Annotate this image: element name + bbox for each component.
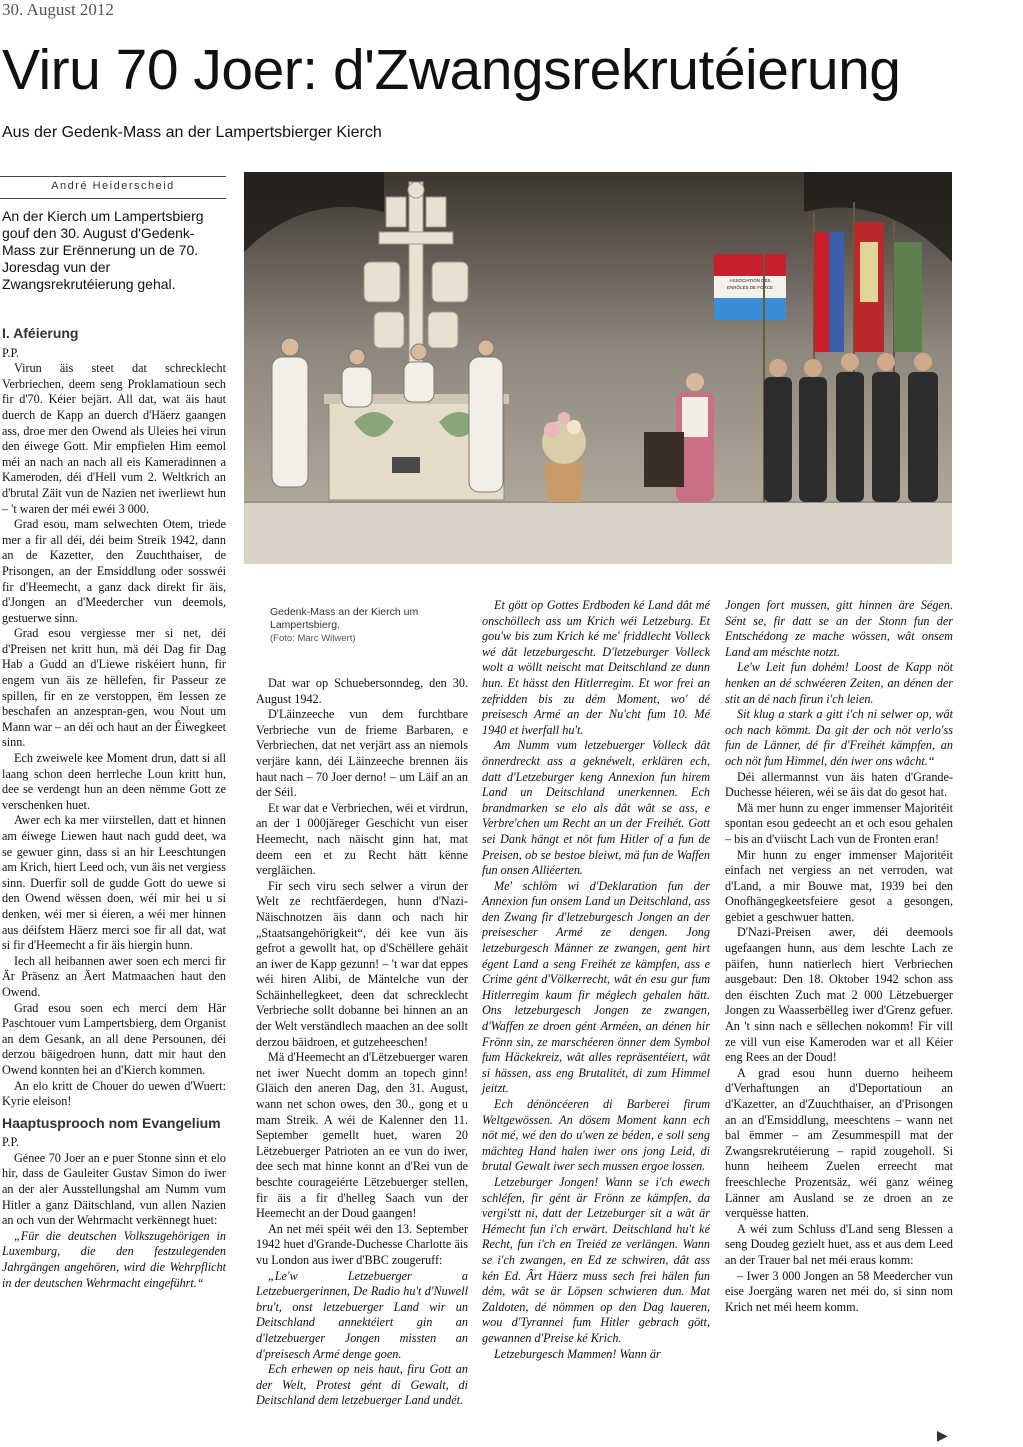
paragraph: An elo kritt de Chouer do uewen d'Wuert: Kyrie eleison! — [2, 1078, 226, 1109]
lead-paragraph: An der Kierch um Lampertsbierg gouf den 30. August d'Gedenk-Mass zur Erënnerung un de 70. Joresdag vun der Zwangsrekrutéierung gehal. — [2, 208, 204, 292]
quote-paragraph: Letzeburger Jongen! Wann se i'ch ewech schléfen, fir gént är Frönn ze kämpfen, da vergi'stt ni, datt der Letzeburger sit a wât är Hémecht fun i'ch erwärt. Deitschland hu't ké Recht, fun i'ch en Treiéd ze verlängen. Wann se i'ch zwangen, en Ed ze schwiren, dât ass kén Ed. Ârt Häerz muss sech frei hälen fun dém, wât se är Löpsen schwieren dun. Mat Zaldoten, dé nömmen op den Dag laueren, wou d'Tyrannei fum Hitler gebrach gött, gewannen d'Preise ké Krich. — [482, 1174, 710, 1345]
photo-credit: (Foto: Marc Wilwert) — [270, 633, 356, 644]
paragraph: An net méi spéit wéi den 13. September 1942 huet d'Grande-Duchesse Charlotte äis vu London aus iwer d'BBC zougeruff: — [256, 1221, 468, 1267]
byline: André Heiderscheid — [51, 180, 175, 192]
banner-text: ASSOCIATION DES — [729, 278, 771, 283]
church-mass-photo — [244, 172, 952, 564]
paragraph: Mir hunn zu enger immenser Majoritéit einfach net vergiess an net verroden, wat d'Land, a mir Bouwe mat, 1939 bei den Onofhängegkeetsfeiere gesot a gesongen, gebiet a geschwuer hatten. — [725, 847, 953, 924]
paragraph: Mä d'Heemecht an d'Lëtzebuerger waren net iwer Nuecht domm an topech ginn! Gläich den aneren Dag, den 31. August, wann net schon owes, den 30., gong et u mam Streik. A wéi de Kalenner den 11. September gemellt huet, waren 20 Lëtzebuerger Patrioten an ee vun do iwer, dee sech mat hinne konnt an d'Rei vun de beschte courageiérte Lëtzebuerger stellen, fir äis a fir d'helleg Saach vun der Heemecht an der Doud gaangen! — [256, 1050, 468, 1221]
byline-rule-bottom — [0, 198, 226, 199]
initials: P.P. — [2, 345, 19, 360]
headline: Viru 70 Joer: d'Zwangsrekrutéierung — [2, 38, 901, 102]
paragraph: Dat war op Schuebersonndeg, den 30. August 1942. — [256, 676, 468, 706]
paragraph: Virun äis steet dat schrecklecht Verbriechen, deem seng Proklamatioun sech fir d'70. Kéier bejärt. All dat, wat äis haut duerch de Kapp an duerch d'Häerz gaangen ass, droe mer den Owend als Uleies hei virun den éiwege Gott. Mir empfielen Him eemol méi an nach an nach all eis Kameradinnen a Kameroden, déi d'Hell vum 2. Weltkrich an d'brutal Zäit vun de Nazien net iwerliewt hun – 't waren der méi ewéi 3 000. — [2, 361, 226, 516]
paragraph: Grad esou soen ech merci dem Här Paschtouer vum Lampertsbierg, dem Organist an dem Gesank, an all dene Persounen, déi derzou bäigedroen hunn, datt mir haut den Owend konnten hei an d'Kierch kommen. — [2, 1000, 226, 1077]
paragraph: Fir sech viru sech selwer a virun der Welt ze rechtfäerdegen, hunn d'Nazi-Näischnotzen äis dann och nach hir „Staatsangehörigkeit“, déi kee vun äis gefrot a gewollt hat, op d'Schëllere gehäit an iwer de Kapp gezunn! – 't war dat eppes wéi hiren Alibi, de Mäntelche vun der Schäinhellegkeet, deen dat schrecklecht Verbrieche sollt dobanne bei hinnen an an der Welt verständlech maachen an dee sollt derzou bäidroen, et gutzeheeschen! — [256, 878, 468, 1049]
quote-paragraph: „Le'w Letzebuerger a Letzebuergerinnen, De Radio hu't d'Nuwell bru't, onst letzebuerger Land wir un Deitschland annektéiert gin an d'letzebuerger Jongen missten an d'preisesch Armé denge goen. — [256, 1268, 468, 1361]
paragraph: – Iwer 3 000 Jongen an 58 Meedercher vun eise Joergäng waren net méi do, si sinn nom Krich net méi heem komm. — [725, 1268, 953, 1314]
initials: P.P. — [2, 1135, 19, 1150]
continue-arrow-icon: ▶ — [937, 1429, 948, 1444]
quote-paragraph: Jongen fort mussen, gitt hinnen äre Ségen. Sént se, fir datt se an der Stonn fun der Entschédong ze mache wössen, wât onsem Land am méschte notzt. — [725, 598, 953, 659]
quote-paragraph: Sit klug a stark a gitt i'ch ni selwer op, wât och nach kömmt. Da git der och nöt verlo'ss fun de Länner, dé fir d'Freihét kämpfen, an och nöt fum Himmel, dén iwer ons wâcht.“ — [725, 707, 953, 768]
paragraph: D'Nazi-Preisen awer, déi deemools ugefaangen hunn, aus dem leschte Lach ze päifen, hunn natierlech hiert Verbriechen ausgebaut: Den 18. Oktober 1942 schon ass den éischten Zuch mat 2 000 Lëtzebuerger Jongen zu Waasserbëlleg iwer d'Grenz gefuer. An 't sinn nach e sëllechen nokomm! Fir vill ze vill vun eise Kameroden war et all Kéier eng Rees an der Doud! — [725, 925, 953, 1065]
text-column-1 — [2, 320, 226, 1291]
quote-paragraph: Ech dénöncéeren di Barberei firum Weltgewössen. An dösem Moment kann ech nöt mé, wé den do u'wen ze béden, e soll seng mächteg Hand halen iwer ons jong Leid, di brutal Gewalt iwer sech mussen ergoe lossen. — [482, 1097, 710, 1174]
quote-paragraph: Ech erhewen op neis haut, firu Gott an der Welt, Protest gént di Gewalt, di Deitschland dem letzebuerger Land undét. — [256, 1362, 468, 1408]
paragraph: Déi allermannst vun äis haten d'Grande-Duchesse héieren, wéi se äis dat do gesot hat. — [725, 769, 953, 800]
text-column-4 — [725, 598, 953, 1315]
caption-text: Gedenk-Mass an der Kierch um Lampertsbierg. — [270, 606, 419, 631]
paragraph: Génee 70 Joer an e puer Stonne sinn et elo hir, dass de Gauleiter Gustav Simon do iwer an der aler Ausstellungshal am Numm vum Hitler a ganz Däitschland, vun allen Nazien an och vun der Wehrmacht verkënnegt huet: — [2, 1150, 226, 1228]
paragraph: Iech all heibannen awer soen ech merci fir Är Präsenz an Äert Matmaachen haut den Owend. — [2, 953, 226, 999]
paragraph: Et war dat e Verbriechen, wéi et virdrun, an der 1 000järeger Geschicht vun eiser Heemecht, nach näischt ginn hat, mat deem een et zu Recht hätt kënne vergläichen. — [256, 800, 468, 878]
quote-paragraph: Le'w Leit fun dohém! Loost de Kapp nöt henken an dé schwéeren Zeiten, an dénen der stit an dé nach firun i'ch leien. — [725, 660, 953, 706]
section-heading: I. Aféierung — [2, 325, 79, 341]
paragraph: Mä mer hunn zu enger immenser Majoritéit spontan esou gedeecht an et och esou gehalen – bis an d'viischt Lach vun de Fronten eran! — [725, 800, 953, 846]
flower-vase — [542, 412, 586, 502]
paragraph: Grad esou, mam selwechten Otem, triede mer a fir all déi, déi beim Streik 1942, dann an de Kazetter, den Zuuchthaiser, de Prisongen, an der Emsiddlung oder sosswéi fir d'Heemecht, a ganz dack direkt fir äis, d'Jongen an d'Meedercher vun deemols, gestuerwe sinn. — [2, 517, 226, 625]
quote-paragraph: Et gött op Gottes Erdboden ké Land dât mé onschöllech ass um Krich wéi Letzeburg. Et gou'w bis zum Krich ké me' friddlecht Volleck wé dât letzeburgescht. D'letzeburger Volleck wolt a wöllt neischt mat Deitschland ze dunn hun. Et hässt den Hitlerregim. Et wor frei an zefridden bis zu dém Moment, wo' dé preisesch Armé an der Nu'cht fum 10. Mé 1940 et iwerfall hu't. — [482, 598, 710, 737]
photo-caption — [270, 606, 460, 645]
banner-text: ENRÔLÉS DE FORCE — [726, 285, 774, 290]
issue-date: 30. August 2012 — [2, 0, 114, 19]
paragraph: A wéi zum Schluss d'Land seng Blessen a seng Doudeg gezielt huet, ass et aus dem Leed an der Trauer bal net méi eraus komm: — [725, 1221, 953, 1267]
text-column-3 — [482, 598, 710, 1362]
section-heading: Haaptusprooch nom Evangelium — [2, 1114, 221, 1131]
paragraph: D'Läinzeeche vun dem furchtbare Verbrieche vun de frieme Barbaren, e Verbriechen, dat net verjärt ass an niemols verjäre kann, déi Läinzeeche brennen äis haut nach – 70 Joer derno! – um Läif an an der Séil. — [256, 707, 468, 800]
quote-paragraph: Me' schlöm wi d'Deklaration fun der Annexion fun onsem Land un Deitschland, ass den Zwang fir d'letzeburgesch Jongen an der preisescher Armé ze dengen. Jong letzeburgesch Männer ze zwangen, gent hirt égent Land a seng Freihét ze kämpfen, ass e Crime gént d'Völkerrecht, wât én esu gur fum Hitlerregim kaum fir méglech gehalen hätt. Ons letzeburgesch Jongen ze zwangen, d'Waffen ze droen gént Arméen, an dénen hir Frönn sin, ze marschéeren önner dem Symbol fum Häckekreiz, wât alles repräsentéiert, wât si hässen, ass eng Brutalitét, di zum Himmel jeitzt. — [482, 878, 710, 1096]
paragraph: Grad esou vergiesse mer si net, déi d'Preisen net kritt hun, mä déi Dag fir Dag Hab a Gudd an d'Liewe riskéiert hunn, fir engem vun äis ze hëllefen, fir Passeur ze spillen, fir en ze verstoppen, ëm Iessen ze beschafen an anzespran-gen, wou Nout um Mann war – an déi och haut an der Éiwegkeet sinn. — [2, 626, 226, 750]
quote-paragraph: Am Numm vum letzebuerger Volleck dât önnerdreckt ass a geknéwelt, erklären ech, datt d'Letzeburger keng Annexion fun hirem Land un Deitschland unerkennen. Ech brandmarken se elo als dât wât se ass, e Verbre'chen um Recht an un der Freihét. Gott sei Dank hängt et nöt fum Hitler of a fun de Preisen, ob se bestoe bleiwt, mä fun de Waffen fun onsen Alliéerten. — [482, 738, 710, 878]
subheadline: Aus der Gedenk-Mass an der Lampertsbierger Kierch — [2, 124, 382, 141]
paragraph: Awer ech ka mer viirstellen, datt et hinnen am éiwege Liewen haut nach gudd deet, wa se gewuer ginn, dass si an hir Leeschtungen am Krich, hiert Leed och, vun äis net vergiess sinn. Duerfir soll de gudde Gott do uewe si den Owend wëssen doen, wéi mir hei u si denken, wéi mer si éieren, a wéi mer hinnen aus déifstem Häerz merci soe fir all dat, wat si fir d'Heemecht a fir äis hiergin hunn. — [2, 813, 226, 953]
paragraph: A grad esou hunn duerno heiheem d'Verhaftungen an d'Deportatioun an d'Kazetter, an d'Zuuchthaiser, an d'Prisongen an an d'Emsiddlung, meeschtens – wann net bal ëmmer – am Zesummespill mat der Zwangsrekrutéierung – rapid zougeholl. Si hunn heiheem Zuelen erreecht mat freeschleche Prozentsäz, wéi ganz wéineg Länner am Ausland se ze droen an ze verquësse hatten. — [725, 1065, 953, 1221]
byline-rule-top — [0, 176, 226, 177]
text-column-2 — [256, 676, 468, 1409]
quote-paragraph: Letzeburgesch Mammen! Wann är — [494, 1346, 661, 1361]
quote-paragraph: „Für die deutschen Volkszugehörigen in Luxemburg, die den festzulegenden Jahrgängen angehören, wird die Wehrpflicht in der deutschen Wehrmacht eingeführt.“ — [2, 1228, 226, 1290]
paragraph: Ech zweiwele kee Moment drun, datt si all laang schon deen herrleche Loun kritt hun, dee se verdengt hun an deen nëmme Gott ze verschenken huet. — [2, 751, 226, 812]
